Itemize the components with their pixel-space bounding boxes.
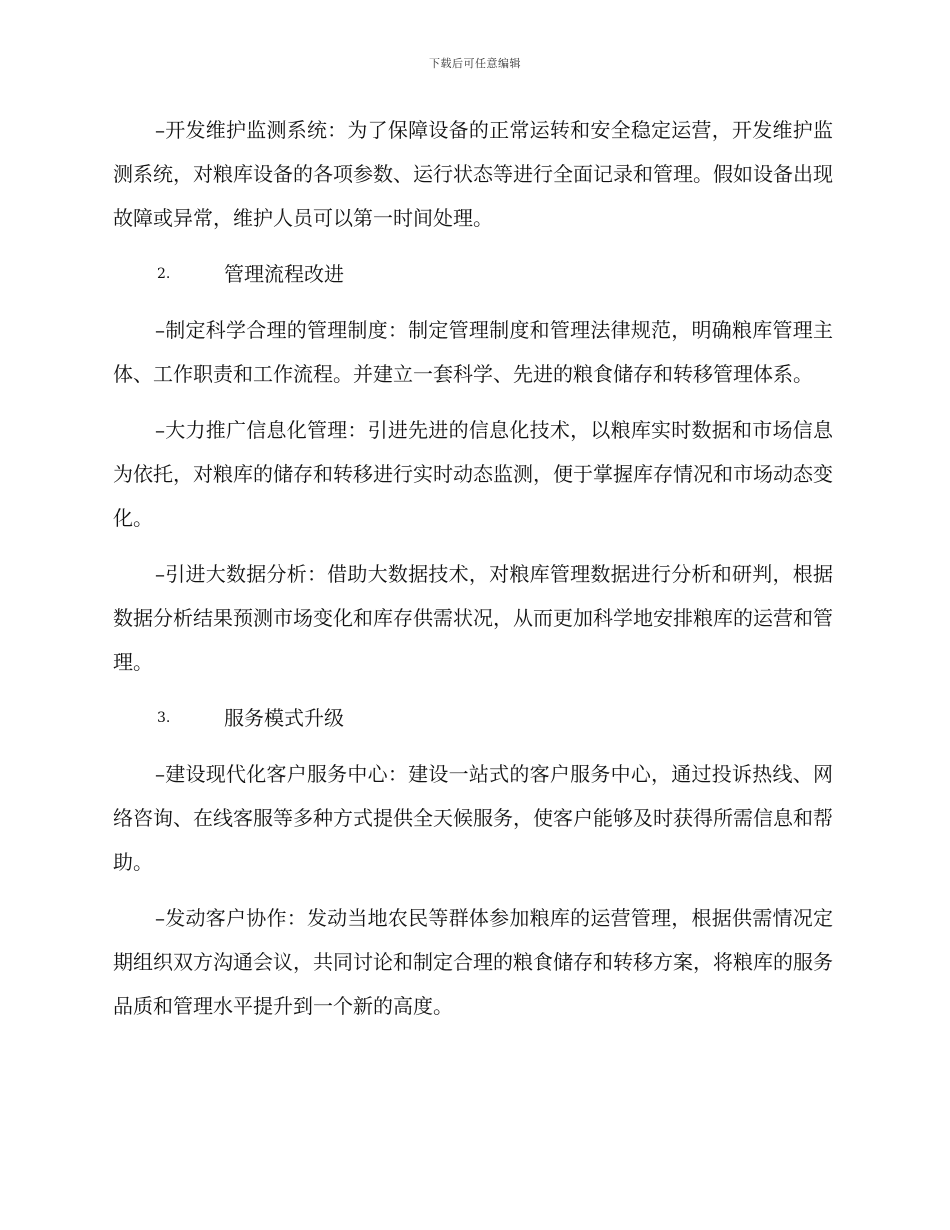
paragraph-informatization: –大力推广信息化管理：引进先进的信息化技术，以粮库实时数据和市场信息为依托，对粮库的储存和转移进行实时动态监测，便于掌握库存情况和市场动态变化。 (113, 418, 833, 530)
section-heading-2 (113, 252, 833, 296)
section-number: 2. (157, 266, 171, 282)
paragraph-maintenance-monitoring: –开发维护监测系统：为了保障设备的正常运转和安全稳定运营，开发维护监测系统，对粮库设备的各项参数、运行状态等进行全面记录和管理。假如设备出现故障或异常，维护人员可以第一时间处理。 (113, 118, 833, 230)
paragraph-big-data: –引进大数据分析：借助大数据技术，对粮库管理数据进行分析和研判，根据数据分析结果预测市场变化和库存供需状况，从而更加科学地安排粮库的运营和管理。 (113, 562, 833, 674)
section-heading-3 (113, 696, 833, 740)
paragraph-customer-service: –建设现代化客户服务中心：建设一站式的客户服务中心，通过投诉热线、网络咨询、在线客服等多种方式提供全天候服务，使客户能够及时获得所需信息和帮助。 (113, 762, 833, 874)
section-title: 服务模式升级 (224, 706, 344, 730)
header-note: 下载后可任意编辑 (429, 57, 521, 70)
paragraph-customer-cooperation: –发动客户协作：发动当地农民等群体参加粮库的运营管理，根据供需情况定期组织双方沟通会议，共同讨论和制定合理的粮食储存和转移方案，将粮库的服务品质和管理水平提升到一个新的高度。 (113, 906, 833, 1018)
section-number: 3. (157, 710, 171, 726)
section-title: 管理流程改进 (224, 262, 344, 286)
document-body (113, 108, 833, 1040)
paragraph-management-system: –制定科学合理的管理制度：制定管理制度和管理法律规范，明确粮库管理主体、工作职责和工作流程。并建立一套科学、先进的粮食储存和转移管理体系。 (113, 318, 833, 386)
